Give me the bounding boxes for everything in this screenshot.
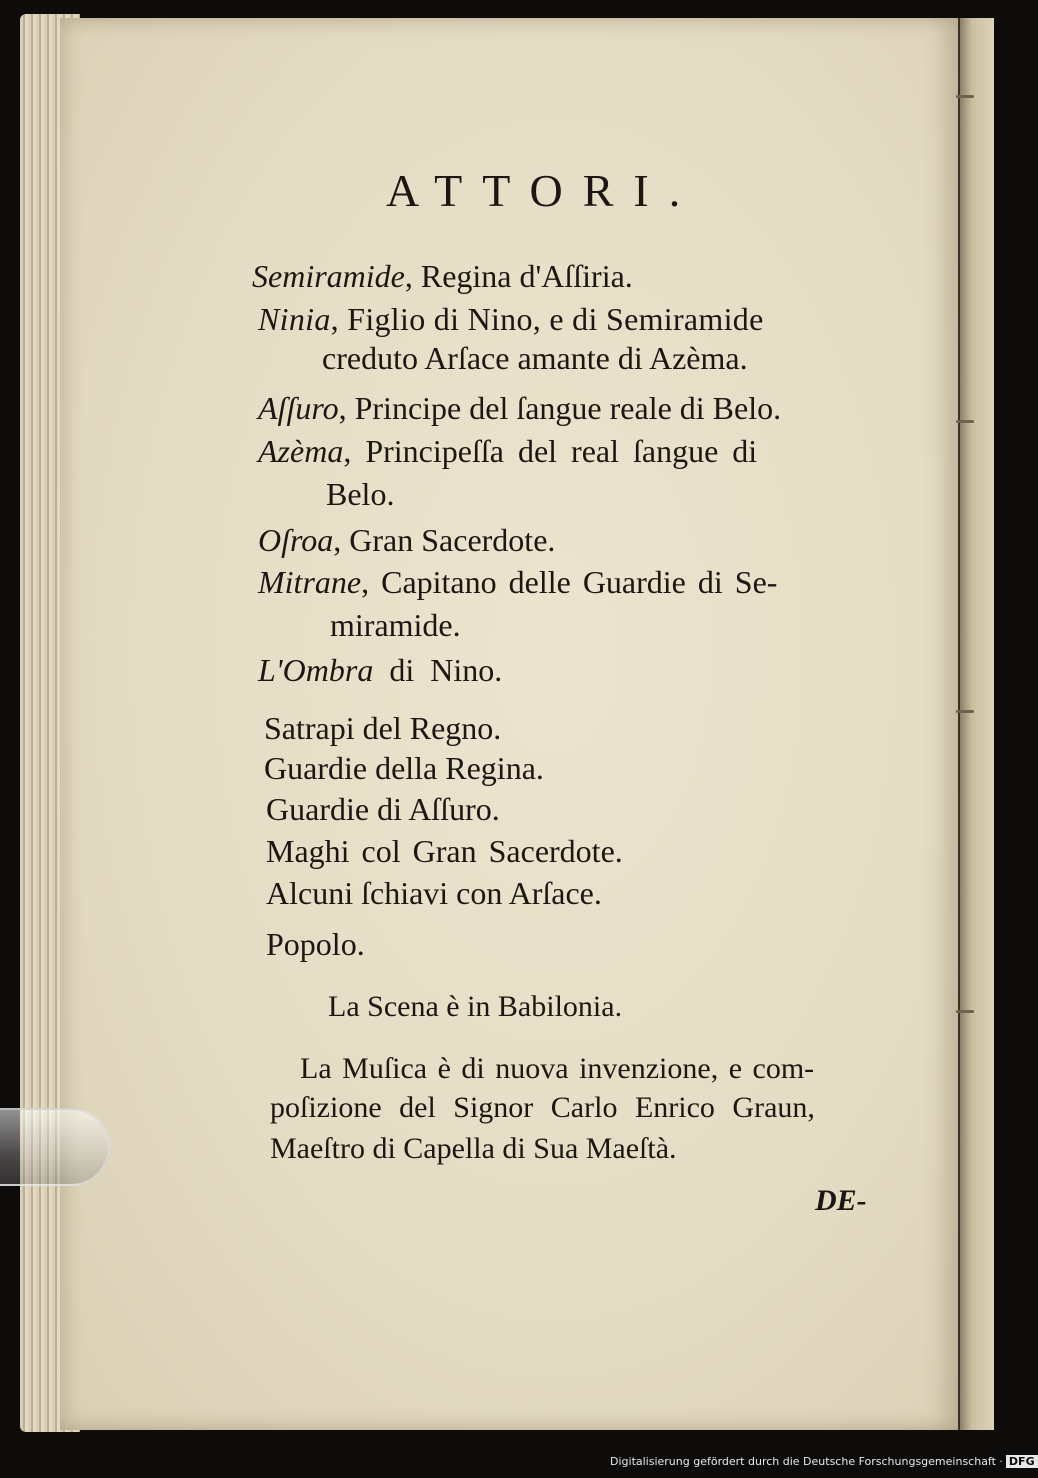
character-name: Oſroa: [258, 522, 334, 558]
page-clip: [0, 1108, 110, 1186]
character-name: Azèma: [258, 433, 344, 469]
book-page: [60, 18, 960, 1430]
binding-stitch: [956, 710, 974, 713]
binding-stitch: [956, 95, 974, 98]
character-entry: [258, 654, 502, 686]
character-name: Semiramide: [252, 258, 405, 294]
character-entry: [258, 392, 781, 424]
binding-stitch: [956, 420, 974, 423]
character-entry: [258, 303, 764, 335]
group-line: Popolo.: [266, 926, 365, 962]
character-name: Ninia: [258, 301, 331, 337]
character-desc: , Figlio di Nino, e di Semiramide: [330, 301, 764, 337]
character-desc-cont: miramide.: [330, 607, 461, 643]
group-line: Guardie di Aſſuro.: [266, 791, 500, 827]
character-desc: , Gran Sacerdote.: [333, 522, 556, 558]
character-name: Mitrane: [258, 564, 362, 600]
footer-credit: [610, 1455, 1038, 1468]
group-line: Alcuni ſchiavi con Arſace.: [266, 875, 602, 911]
music-line: Maeſtro di Capella di Sua Maeſtà.: [270, 1132, 677, 1165]
character-entry: [258, 524, 555, 556]
facing-page-edge: [958, 18, 994, 1430]
scene-note: La Scena è in Babilonia.: [328, 990, 623, 1023]
footer-text: Digitalisierung gefördert durch die Deutsche Forschungsgemeinschaft ·: [610, 1455, 1003, 1468]
character-desc-cont: creduto Arſace amante di Azèma.: [322, 340, 748, 376]
group-line: Guardie della Regina.: [264, 750, 544, 786]
character-desc: di Nino.: [373, 652, 503, 688]
character-entry: [258, 566, 777, 598]
group-line: Satrapi del Regno.: [264, 710, 502, 746]
character-entry: [252, 260, 633, 292]
character-desc-cont: Belo.: [326, 476, 395, 512]
character-desc: , Capitano delle Guardie di Se-: [361, 564, 778, 600]
character-entry: [258, 435, 757, 467]
group-line: Maghi col Gran Sacerdote.: [266, 833, 623, 869]
page-title: ATTORI.: [386, 165, 701, 216]
music-line: poſizione del Signor Carlo Enrico Graun,: [270, 1091, 815, 1124]
dfg-logo: DFG: [1006, 1455, 1038, 1468]
character-desc: , Principe del ſangue reale di Belo.: [338, 390, 782, 426]
character-name: L'Ombra: [258, 652, 374, 688]
character-desc: , Principeſſa del real ſangue di: [343, 433, 758, 469]
catchword: DE-: [815, 1184, 867, 1217]
music-line: La Muſica è di nuova invenzione, e com-: [300, 1052, 815, 1085]
binding-stitch: [956, 1010, 974, 1013]
character-name: Aſſuro: [258, 390, 339, 426]
character-desc: , Regina d'Aſſiria.: [404, 258, 633, 294]
